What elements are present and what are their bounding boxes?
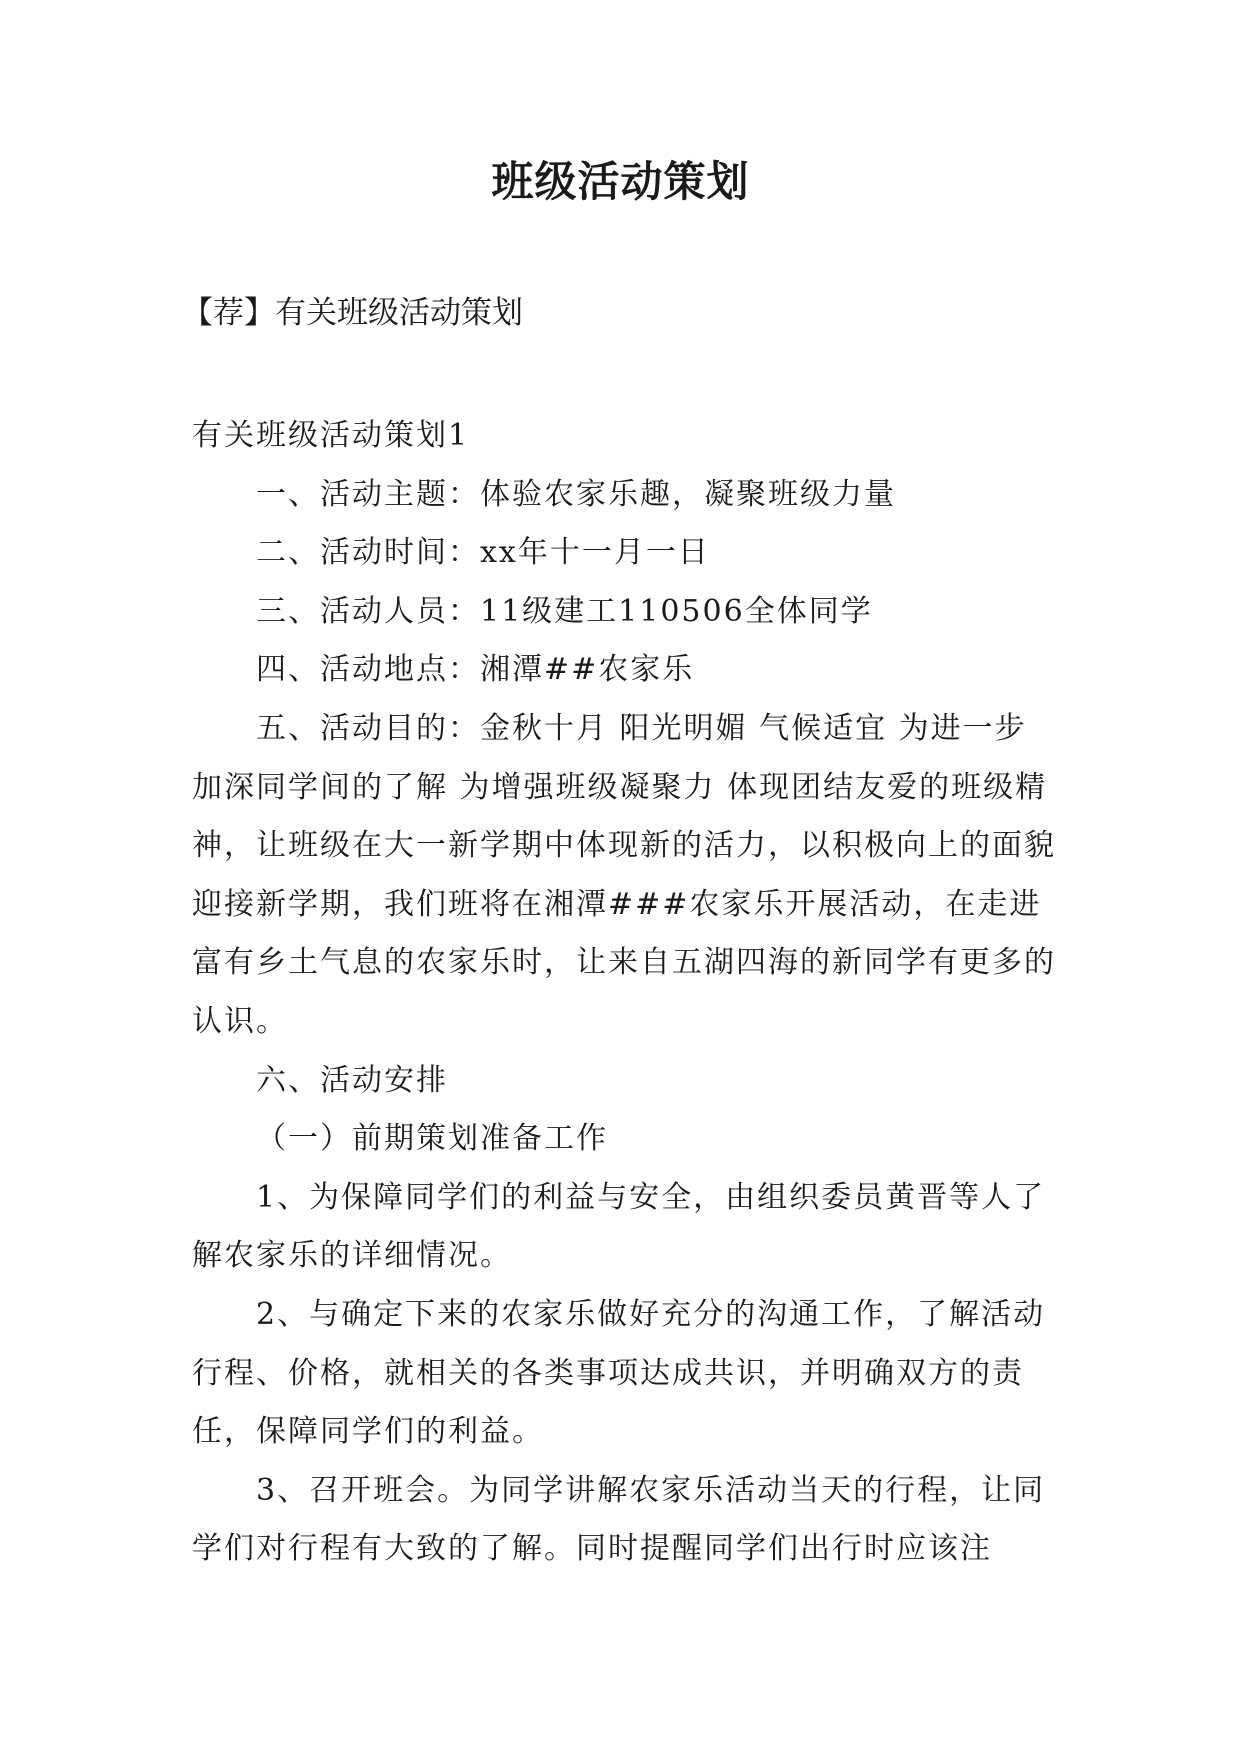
document-body xyxy=(192,407,1058,1579)
body-paragraph: 有关班级活动策划1 xyxy=(192,418,470,453)
recommend-heading: 【荐】有关班级活动策划 xyxy=(182,295,523,331)
body-paragraph: 2、与确定下来的农家乐做好充分的沟通工作，了解活动行程、价格，就相关的各类事项达成共识，并明确双方的责任，保障同学们的利益。 xyxy=(192,1296,1046,1450)
body-paragraph: 六、活动安排 xyxy=(256,1062,448,1098)
body-paragraph: 1、为保障同学们的利益与安全，由组织委员黄晋等人了解农家乐的详细情况。 xyxy=(192,1179,1046,1274)
body-paragraph: 一、活动主题：体验农家乐趣，凝聚班级力量 xyxy=(256,476,896,512)
body-paragraph: 五、活动目的：金秋十月 阳光明媚 气候适宜 为进一步加深同学间的了解 为增强班级凝聚力 体现团结友爱的班级精神，让班级在大一新学期中体现新的活力，以积极向上的面貌迎接新学期，我们班将在湘潭###农家乐开展活动，在走进富有乡土气息的农家乐时，让来自五湖四海的新同学有更多的认识。 xyxy=(192,710,1056,1039)
body-paragraph: 三、活动人员：11级建工110506全体同学 xyxy=(256,593,873,629)
document-title: 班级活动策划 xyxy=(491,157,750,206)
body-paragraph: 四、活动地点：湘潭##农家乐 xyxy=(256,652,695,688)
body-paragraph: 3、召开班会。为同学讲解农家乐活动当天的行程，让同学们对行程有大致的了解。同时提醒同学们出行时应该注 xyxy=(192,1472,1046,1567)
body-paragraph: 二、活动时间：xx年十一月一日 xyxy=(256,535,710,571)
body-paragraph: （一）前期策划准备工作 xyxy=(256,1121,608,1157)
